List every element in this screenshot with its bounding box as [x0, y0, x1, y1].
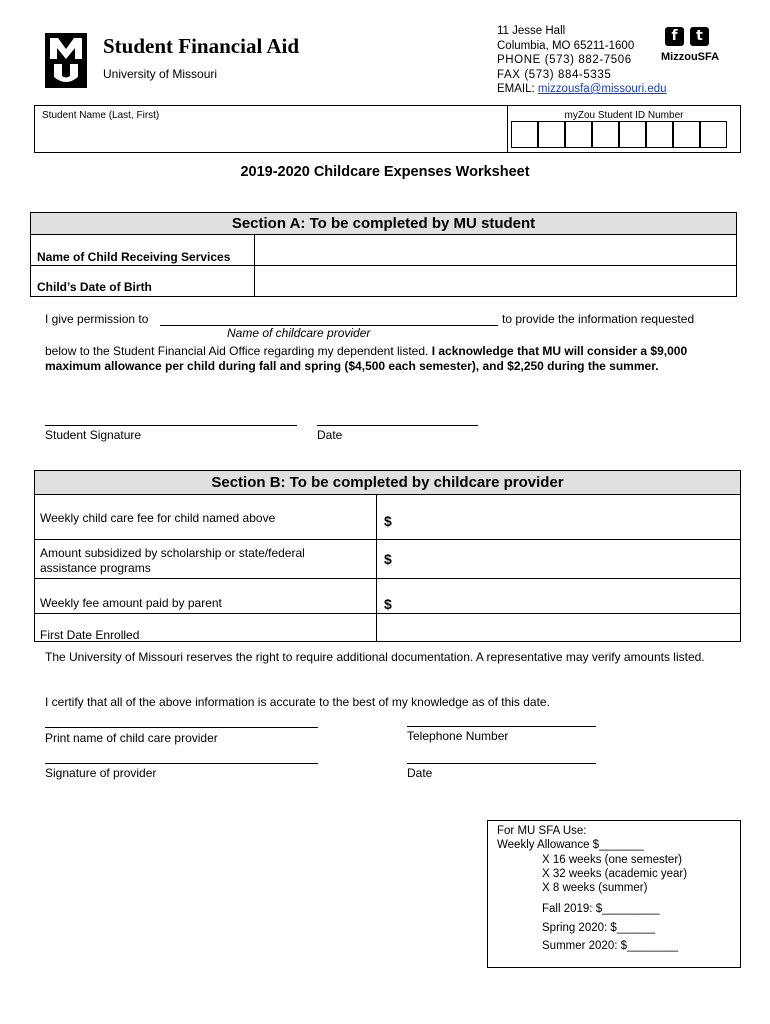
- twitter-icon[interactable]: t: [690, 27, 709, 46]
- multiplier-semester: X 16 weeks (one semester): [542, 853, 682, 866]
- student-id-digit[interactable]: [646, 121, 673, 148]
- email-label: EMAIL:: [497, 83, 535, 95]
- telephone-label: Telephone Number: [407, 729, 509, 743]
- university-name: University of Missouri: [103, 67, 218, 81]
- office-use-content: [497, 824, 687, 953]
- page-title: 2019-2020 Childcare Expenses Worksheet: [240, 164, 530, 180]
- mu-logo: [45, 33, 87, 88]
- section-a-heading: Section A: To be completed by MU student: [30, 212, 737, 235]
- acknowledgement-text: [45, 344, 735, 374]
- child-dob-label: Child’s Date of Birth: [37, 280, 152, 294]
- address-line-2: Columbia, MO 65211-1600: [497, 39, 635, 52]
- student-name-label: Student Name (Last, First): [42, 110, 160, 121]
- office-use-title: For MU SFA Use:: [497, 825, 587, 837]
- student-id-digit[interactable]: [700, 121, 727, 148]
- section-a-col-divider: [254, 234, 255, 297]
- provider-caption: Name of childcare provider: [227, 326, 371, 340]
- section-b-col-divider: [376, 494, 377, 642]
- section-b-heading: Section B: To be completed by childcare provider: [34, 470, 741, 495]
- child-name-field[interactable]: [256, 236, 734, 264]
- section-b-divider-1: [34, 539, 741, 540]
- summer-amount: Summer 2020: $________: [542, 940, 679, 953]
- student-id-digit[interactable]: [673, 121, 700, 148]
- student-date-line[interactable]: [317, 425, 478, 426]
- weekly-allowance: Weekly Allowance $_______: [497, 839, 644, 852]
- reserve-text: The University of Missouri reserves the right to require additional documentation. A representative may verify amounts listed.: [45, 650, 705, 664]
- fax: FAX (573) 884-5335: [497, 68, 612, 81]
- permission-start: I give permission to: [45, 312, 149, 326]
- print-name-line[interactable]: [45, 727, 318, 728]
- permission-end: to provide the information requested: [502, 312, 695, 326]
- student-id-label: myZou Student ID Number: [564, 110, 684, 121]
- student-date-label: Date: [317, 428, 343, 442]
- student-id-digit[interactable]: [592, 121, 619, 148]
- contact-block: [497, 24, 667, 97]
- student-id-digit[interactable]: [538, 121, 565, 148]
- student-name-field[interactable]: [36, 122, 506, 150]
- student-id-digit[interactable]: [565, 121, 592, 148]
- multiplier-summer: X 8 weeks (summer): [542, 882, 648, 895]
- student-signature-line[interactable]: [45, 425, 297, 426]
- provider-date-line[interactable]: [407, 763, 596, 764]
- acknowledgement-plain: below to the Student Financial Aid Office regarding my dependent listed.: [45, 344, 429, 358]
- student-signature-label: Student Signature: [45, 428, 142, 442]
- org-title: Student Financial Aid: [103, 34, 300, 58]
- certify-text: I certify that all of the above information is accurate to the best of my knowledge as of this date.: [45, 695, 550, 709]
- parent-fee-field[interactable]: $: [384, 596, 392, 612]
- parent-fee-label: Weekly fee amount paid by parent: [40, 596, 222, 610]
- fall-amount: Fall 2019: $_________: [542, 903, 660, 916]
- child-name-label: Name of Child Receiving Services: [37, 250, 231, 264]
- provider-signature-line[interactable]: [45, 763, 318, 764]
- subsidy-field[interactable]: $: [384, 551, 392, 567]
- email-line: [497, 82, 667, 97]
- address-line-1: 11 Jesse Hall: [497, 25, 566, 37]
- social-brand: MizzouSFA: [661, 51, 720, 63]
- first-date-field[interactable]: [378, 615, 738, 640]
- email-link[interactable]: mizzousfa@missouri.edu: [537, 83, 667, 95]
- phone: PHONE (573) 882-7506: [497, 54, 632, 66]
- child-dob-field[interactable]: [256, 267, 734, 295]
- section-b-divider-3: [34, 613, 741, 614]
- student-id-digit[interactable]: [619, 121, 646, 148]
- acknowledgement-bold: I acknowledge that MU will consider a $9,000 maximum allowance per child during fall and spring ($4,500 each semester), and $2,250 during the summer.: [45, 344, 688, 373]
- spring-amount: Spring 2020: $______: [542, 921, 656, 934]
- telephone-line[interactable]: [407, 726, 596, 727]
- facebook-icon[interactable]: f: [665, 27, 684, 46]
- section-b-divider-2: [34, 578, 741, 579]
- student-id-digit[interactable]: [511, 121, 538, 148]
- print-name-label: Print name of child care provider: [45, 731, 218, 745]
- weekly-fee-field[interactable]: $: [384, 513, 392, 529]
- first-date-label: First Date Enrolled: [40, 628, 140, 642]
- weekly-fee-label: Weekly child care fee for child named above: [40, 511, 276, 525]
- provider-date-label: Date: [407, 766, 433, 780]
- subsidy-label: Amount subsidized by scholarship or state/federal assistance programs: [40, 546, 305, 575]
- provider-signature-label: Signature of provider: [45, 766, 157, 780]
- section-a-row-divider: [30, 265, 737, 266]
- multiplier-year: X 32 weeks (academic year): [542, 867, 688, 880]
